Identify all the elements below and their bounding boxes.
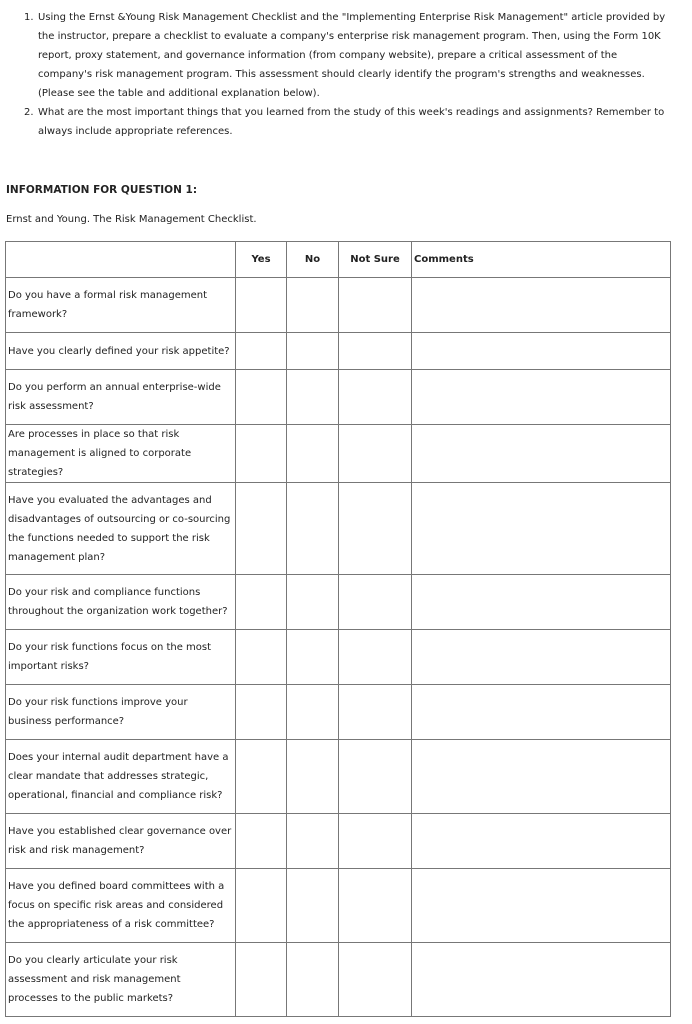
source-citation: Ernst and Young. The Risk Management Checklist. (6, 214, 257, 225)
yes-cell[interactable] (236, 943, 287, 1017)
question-cell: Do you clearly articulate your risk assessment and risk management processes to the public markets? (6, 943, 236, 1017)
table-row (6, 740, 671, 814)
yes-cell[interactable] (236, 425, 287, 483)
not-sure-cell[interactable] (339, 685, 412, 740)
instruction-number: 2. (24, 107, 34, 118)
comments-cell[interactable] (412, 370, 671, 425)
table-row (6, 630, 671, 685)
question-cell: Have you established clear governance over risk and risk management? (6, 814, 236, 869)
table-row (6, 575, 671, 630)
comments-cell[interactable] (412, 425, 671, 483)
not-sure-cell[interactable] (339, 425, 412, 483)
instruction-text: What are the most important things that you learned from the study of this week's readings and assignments? Remember to always include appropriate references. (38, 107, 665, 137)
question-cell: Have you clearly defined your risk appetite? (6, 333, 236, 370)
comments-cell[interactable] (412, 278, 671, 333)
section-heading: INFORMATION FOR QUESTION 1: (6, 184, 198, 196)
question-header (6, 242, 236, 278)
question-cell: Do you perform an annual enterprise-wide risk assessment? (6, 370, 236, 425)
no-cell[interactable] (287, 869, 339, 943)
yes-cell[interactable] (236, 483, 287, 575)
not-sure-cell[interactable] (339, 483, 412, 575)
instruction-list (24, 8, 674, 141)
not-sure-header: Not Sure (339, 242, 412, 278)
no-cell[interactable] (287, 333, 339, 370)
no-cell[interactable] (287, 943, 339, 1017)
instruction-text: Using the Ernst &Young Risk Management Checklist and the "Implementing Enterprise Risk Management" article provided by the instructor, prepare a checklist to evaluate a company's enterprise risk management program. Then, using the Form 10K report, proxy statement, and governance information (from company website), prepare a critical assessment of the company's risk management program. This assessment should clearly identify the program's strengths and weaknesses. (Please see the table and additional explanation below). (38, 12, 666, 99)
not-sure-cell[interactable] (339, 575, 412, 630)
table-header-row (6, 242, 671, 278)
table-row (6, 483, 671, 575)
question-cell: Does your internal audit department have a clear mandate that addresses strategic, operational, financial and compliance risk? (6, 740, 236, 814)
comments-cell[interactable] (412, 685, 671, 740)
comments-cell[interactable] (412, 740, 671, 814)
table-row (6, 814, 671, 869)
comments-cell[interactable] (412, 483, 671, 575)
not-sure-cell[interactable] (339, 630, 412, 685)
table-row (6, 943, 671, 1017)
instruction-number: 1. (24, 12, 34, 23)
table-row (6, 278, 671, 333)
yes-cell[interactable] (236, 814, 287, 869)
no-cell[interactable] (287, 370, 339, 425)
question-cell: Do you have a formal risk management framework? (6, 278, 236, 333)
question-cell: Do your risk functions focus on the most important risks? (6, 630, 236, 685)
no-cell[interactable] (287, 425, 339, 483)
yes-cell[interactable] (236, 869, 287, 943)
table-row (6, 370, 671, 425)
no-cell[interactable] (287, 575, 339, 630)
comments-cell[interactable] (412, 869, 671, 943)
question-cell: Are processes in place so that risk management is aligned to corporate strategies? (6, 425, 236, 483)
no-cell[interactable] (287, 814, 339, 869)
question-cell: Have you evaluated the advantages and disadvantages of outsourcing or co-sourcing the functions needed to support the risk management plan? (6, 483, 236, 575)
comments-cell[interactable] (412, 814, 671, 869)
no-cell[interactable] (287, 630, 339, 685)
table-row (6, 333, 671, 370)
not-sure-cell[interactable] (339, 740, 412, 814)
comments-header: Comments (412, 242, 671, 278)
no-header: No (287, 242, 339, 278)
not-sure-cell[interactable] (339, 278, 412, 333)
question-cell: Do your risk and compliance functions throughout the organization work together? (6, 575, 236, 630)
comments-cell[interactable] (412, 333, 671, 370)
no-cell[interactable] (287, 740, 339, 814)
yes-cell[interactable] (236, 278, 287, 333)
not-sure-cell[interactable] (339, 370, 412, 425)
instruction-item-1 (24, 8, 674, 103)
yes-cell[interactable] (236, 685, 287, 740)
yes-header: Yes (236, 242, 287, 278)
yes-cell[interactable] (236, 740, 287, 814)
question-cell: Have you defined board committees with a focus on specific risk areas and considered the appropriateness of a risk committee? (6, 869, 236, 943)
yes-cell[interactable] (236, 370, 287, 425)
not-sure-cell[interactable] (339, 943, 412, 1017)
question-cell: Do your risk functions improve your business performance? (6, 685, 236, 740)
table-row (6, 425, 671, 483)
risk-checklist-table (5, 241, 671, 1017)
not-sure-cell[interactable] (339, 814, 412, 869)
not-sure-cell[interactable] (339, 333, 412, 370)
comments-cell[interactable] (412, 575, 671, 630)
instruction-item-2 (24, 103, 674, 141)
comments-cell[interactable] (412, 943, 671, 1017)
yes-cell[interactable] (236, 333, 287, 370)
yes-cell[interactable] (236, 630, 287, 685)
table-row (6, 869, 671, 943)
not-sure-cell[interactable] (339, 869, 412, 943)
no-cell[interactable] (287, 685, 339, 740)
table-row (6, 685, 671, 740)
comments-cell[interactable] (412, 630, 671, 685)
yes-cell[interactable] (236, 575, 287, 630)
no-cell[interactable] (287, 278, 339, 333)
no-cell[interactable] (287, 483, 339, 575)
